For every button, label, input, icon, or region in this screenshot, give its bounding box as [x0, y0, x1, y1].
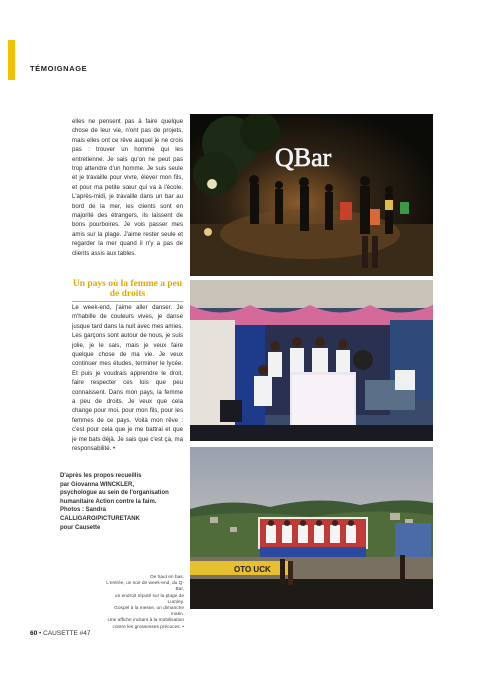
section-label: TÉMOIGNAGE	[30, 64, 88, 73]
page-folio	[30, 630, 90, 637]
truck-sign: OTO UCK	[234, 565, 271, 574]
caption-line: contre les grossesses précoces. •	[112, 624, 184, 630]
caption-line: Gospel à la messe, un dimanche matin.	[114, 606, 184, 618]
article-credits	[60, 472, 184, 532]
qbar-sign: QBar	[275, 143, 332, 172]
article-subheading: Un pays où la femme a peu de droits	[72, 279, 183, 299]
caption-line: un endroit réputé sur la plage de Lumley.	[114, 593, 184, 605]
caption-line: Une affiche incitant à la mobilisation	[107, 618, 184, 624]
photo-gospel-mass	[190, 280, 433, 441]
credit-line: psychologue au sein de l'organisation	[60, 490, 169, 497]
caption-line: De haut en bas.	[150, 575, 184, 580]
credit-line: humanitaire Action contre la faim.	[60, 498, 157, 505]
photo-billboard	[190, 447, 433, 609]
credit-line: D'après les propos recueillis	[60, 473, 142, 479]
credit-line: pour Causette	[60, 524, 101, 531]
photo-caption	[102, 575, 184, 631]
section-tab-mark	[8, 40, 15, 80]
photo-qbar-night	[190, 114, 433, 276]
credit-line: par Giovanna WINCKLER,	[60, 481, 135, 488]
page-number: 60	[30, 630, 38, 637]
magazine-issue: • CAUSETTE #47	[39, 630, 91, 637]
caption-line: L'entrée, un soir de week-end, du Q-Bar,	[106, 581, 184, 593]
subheading-rule	[72, 301, 183, 302]
article-paragraph-2: Le week-end, j'aime aller danser. Je m'habille de couleurs vives, je danse jusque tard dans la nuit avec mes amies. Les garçons sont autour de nous, je suis jolie, je le sais, mais je veux faire quelque chose de ma vie. Je veux continuer mes études, terminer le lycée. Et puis je voudrais apprendre le droit, faire respecter ces lois que peu connaissent. Dans mon pays, la femme a peu de droits. Je veux que cela change pour moi, pour mon fils, pour les femmes de ce pays. Voilà mon rêve : c'est pour cela que je me battrai et que je me bats déjà. Je sais que c'est ça, ma responsabilité. •	[72, 304, 183, 453]
article-paragraph-1: elles ne pensent pas à faire quelque chose de leur vie, n'ont pas de projets, mais elles ont ce rêve auquel je ne crois pas : trouver un homme qui les entretienne. Je sais qu'on ne peut pas trop attendre d'un homme. Je suis seule et je travaille pour vivre, élever mon fils, et pour ma petite sœur qui va à l'école. L'après-midi, je travaille dans un bar au bord de la mer, les clients sont en majorité des étrangers, ils laissent de bons pourboires. Je vois passer mes amis sur la plage. J'aime rester seule et regarder la mer quand il n'y a pas de clients assis aux tables.	[72, 118, 183, 257]
credit-line: Photos : Sandra CALLIGARO/PICTURETANK	[60, 507, 140, 522]
